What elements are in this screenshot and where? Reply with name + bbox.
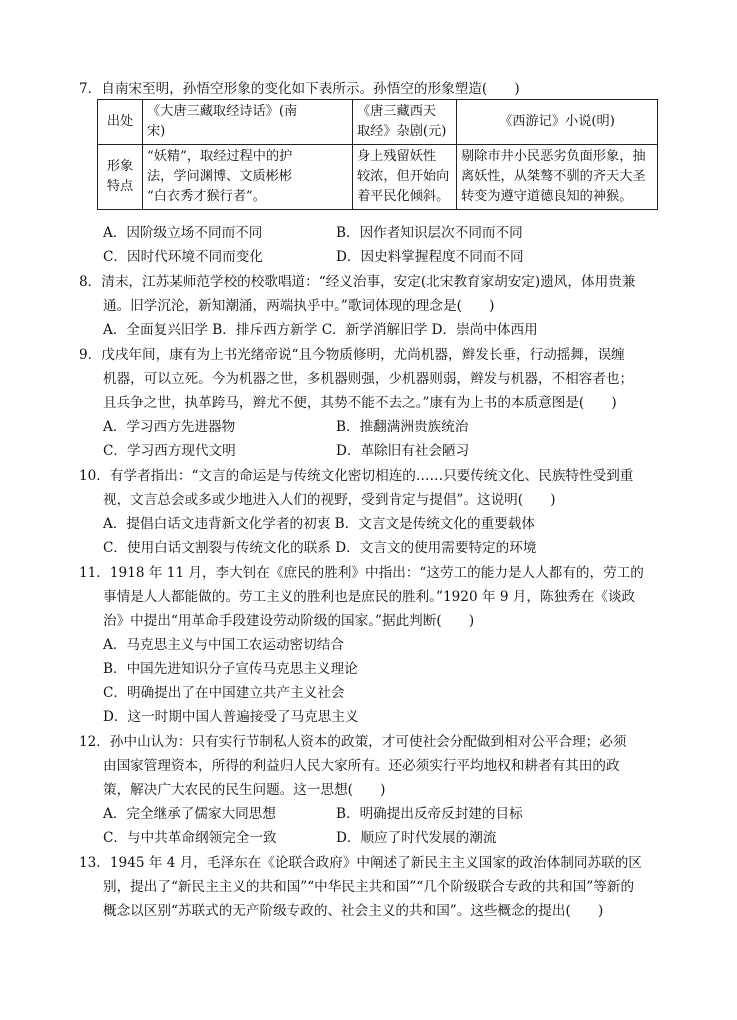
table-header-source-1: 《大唐三藏取经诗话》(南 宋) [143, 100, 353, 145]
q11-option-c: C．明确提出了在中国建立共产主义社会 [103, 685, 345, 701]
q9-option-a: A．学习西方先进器物 [103, 419, 236, 435]
q11-option-a: A．马克思主义与中国工农运动密切结合 [103, 637, 344, 653]
q12-option-d: D．顺应了时代发展的潮流 [336, 830, 497, 846]
q13-stem-line-1: 13．1945 年 4 月，毛泽东在《论联合政府》中阐述了新民主主义国家的政治体制同苏联的区 [79, 855, 642, 871]
q7-option-a: A．因阶级立场不同而不同 [103, 225, 263, 241]
q9-stem-line-3: 且兵争之世，执革跨马，辫尤不便，其势不能不去之。”康有为上书的本质意图是( ) [103, 395, 617, 411]
q8-options: A．全面复兴旧学 B．排斥西方新学 C．新学消解旧学 D．崇尚中体西用 [103, 322, 538, 338]
q13-stem-line-2: 别，提出了“新民主主义的共和国”“中华民主共和国”“几个阶级联合专政的共和国”等新的 [103, 879, 635, 895]
q11-stem-line-2: 事情是人人都能做的。劳工主义的胜利也是庶民的胜利。”1920 年 9 月，陈独秀在《谈政 [103, 589, 636, 605]
q10-stem-line-1: 10．有学者指出：“文言的命运是与传统文化密切相连的……只要传统文化、民族特性受到重 [79, 468, 634, 484]
q9-option-c: C．学习西方现代文明 [103, 443, 236, 459]
q11-stem-line-1: 11．1918 年 11 月，李大钊在《庶民的胜利》中指出：“这劳工的能力是人人都有的，劳工的 [79, 565, 644, 581]
table-header-source-3: 《西游记》小说(明) [457, 100, 658, 145]
q8-stem-line-2: 通。旧学沉沦，新知潮涌，两端执乎中。”歌词体现的理念是( ) [103, 298, 495, 314]
q9-stem-line-2: 机器，可以立死。今为机器之世，多机器则强，少机器则弱，辫发与机器，不相容者也； [103, 371, 634, 387]
q12-stem-line-2: 由国家管理资本，所得的利益归人民大家所有。还必须实行平均地权和耕者有其田的政 [103, 758, 620, 774]
q10-options-cd: C．使用白话文割裂与传统文化的联系 D．文言文的使用需要特定的环境 [103, 540, 537, 556]
q12-option-b: B．明确提出反帝反封建的目标 [336, 806, 523, 822]
table-row-label: 形象 特点 [98, 145, 143, 210]
q7-option-b: B．因作者知识层次不同而不同 [336, 225, 523, 241]
q12-stem-line-1: 12．孙中山认为：只有实行节制私人资本的政策，才可使社会分配做到相对公平合理；必须 [79, 734, 627, 750]
q7-option-d: D．因史料掌握程度不同而不同 [336, 249, 524, 265]
table-cell-1: “妖精”，取经过程中的护 法，学问渊博、文质彬彬 “白衣秀才猴行者”。 [143, 145, 353, 210]
q9-option-b: B．推翻满洲贵族统治 [336, 419, 469, 435]
q12-option-a: A．完全继承了儒家大同思想 [103, 806, 276, 822]
q11-stem-line-3: 治》中提出“用革命手段建设劳动阶级的国家。”据此判断( ) [103, 613, 475, 629]
q9-stem-line-1: 9．戊戌年间，康有为上书光绪帝说“且今物质修明，尤尚机器，辫发长垂，行动摇舞，误缠 [79, 347, 625, 363]
table-header-source-2: 《唐三藏西天 取经》杂剧(元) [353, 100, 457, 145]
q10-stem-line-2: 视，文言总会或多或少地进入人们的视野，受到肯定与提倡”。这说明( ) [103, 492, 556, 508]
q13-stem-line-3: 概念以区别“苏联式的无产阶级专政的、社会主义的共和国”。这些概念的提出( ) [103, 903, 604, 919]
q12-stem-line-3: 策，解决广大农民的民生问题。这一思想( ) [103, 782, 386, 798]
q10-options-ab: A．提倡白话文违背新文化学者的初衷 B．文言文是传统文化的重要载体 [103, 516, 535, 532]
table-cell-3: 剔除市井小民恶劣负面形象，抽 离妖性，从桀骜不驯的齐天大圣 转变为遵守道德良知的神猴。 [457, 145, 658, 210]
table-cell-2: 身上残留妖性 较浓，但开始向 着平民化倾斜。 [353, 145, 457, 210]
q7-option-c: C．因时代环境不同而变化 [103, 249, 263, 265]
table-header-label: 出处 [98, 100, 143, 145]
q7-table [97, 99, 658, 210]
q9-option-d: D．革除旧有社会陋习 [336, 443, 470, 459]
q12-option-c: C．与中共革命纲领完全一致 [103, 830, 277, 846]
q11-option-b: B．中国先进知识分子宣传马克思主义理论 [103, 661, 358, 677]
q8-stem-line-1: 8．清末，江苏某师范学校的校歌唱道：“经义治事，安定(北宋教育家胡安定)遗风，体用贵兼 [79, 274, 636, 290]
q11-option-d: D．这一时期中国人普遍接受了马克思主义 [103, 709, 359, 725]
q7-stem: 7．自南宋至明，孙悟空形象的变化如下表所示。孙悟空的形象塑造( ) [79, 81, 520, 97]
